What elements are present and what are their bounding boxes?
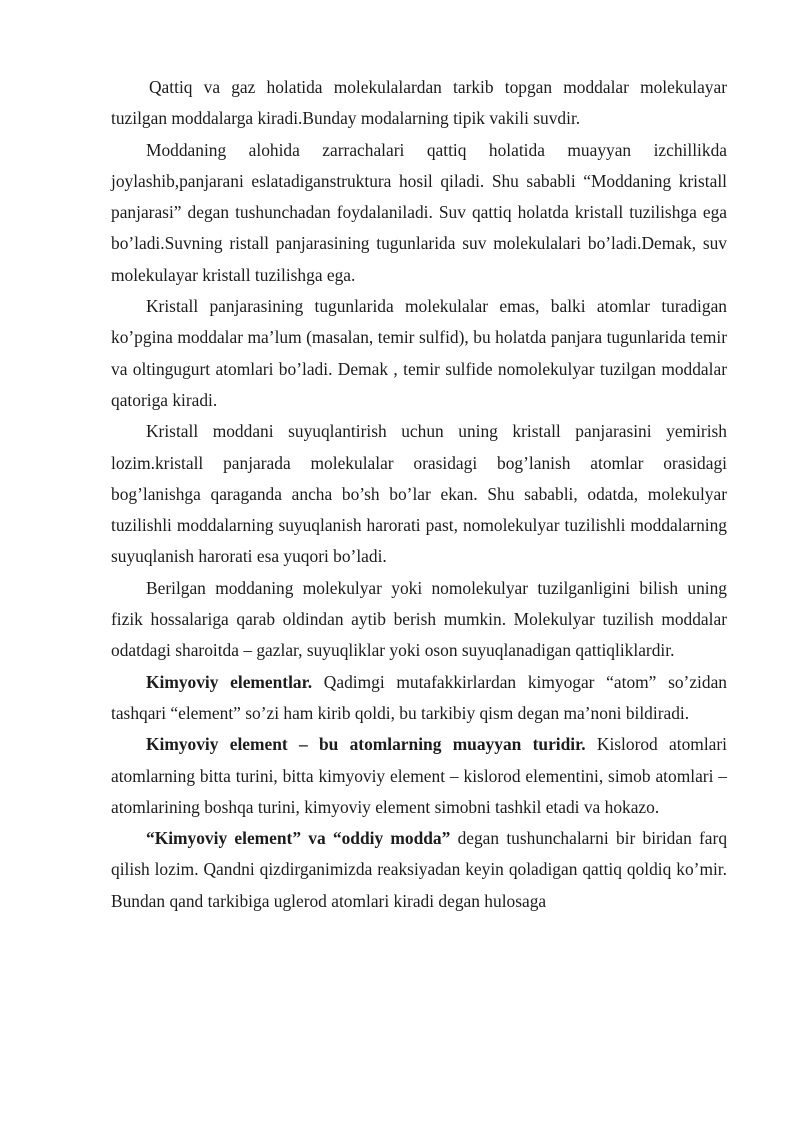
paragraph-text: Berilgan moddaning molekulyar yoki nomolekulyar tuzilganligini bilish uning fizik hossalariga qarab oldindan aytib berish mumkin. Molekulyar tuzilish moddalar odatdagi sharoitda – gazlar, suyuqliklar yoki oson suyuqlanadigan qattiqliklardir. (111, 577, 727, 661)
paragraph-text: degan tushunchalarni bir biridan farq qilish lozim. Qandni qizdirganimizda reaksiyadan keyin qoladigan qattiq qoldiq ko’mir. Bundan qand tarkibiga uglerod atomlari kiradi degan hulosaga (111, 828, 728, 911)
paragraph-lead: Kimyoviy element – bu atomlarning muayyan turidir. (146, 734, 586, 755)
paragraph-text: Kristall moddani suyuqlantirish uchun uning kristall panjarasini yemirish lozim.kristall panjarada molekulalar orasidagi bog’lanish atomlar orasidagi bog’lanishga qaraganda ancha bo’sh bo’lar ekan. Shu sababli, odatda, molekulyar tuzilishli moddalarning suyuqlanish harorati past, nomolekulyar tuzilishli moddalarning suyuqlanish harorati esa yuqori bo’ladi. (111, 421, 727, 567)
paragraph-crystal-lattice (111, 135, 727, 291)
paragraph-atomic-lattice (111, 291, 727, 416)
paragraph-text: Moddaning alohida zarrachalari qattiq holatida muayyan izchillikda joylashib,panjarani eslatadiganstruktura hosil qiladi. Shu sababli “Moddaning kristall panjarasi” degan tushunchadan foydalaniladi. Suv qattiq holatda kristall tuzilishga ega bo’ladi.Suvning ristall panjarasining tugunlarida suv molekulalari bo’ladi.Demak, suv molekulayar kristall tuzilishga ega. (111, 139, 727, 285)
paragraph-melting (111, 416, 727, 572)
paragraph-molecular-substances (111, 72, 727, 135)
paragraph-lead: “Kimyoviy element” va “oddiy modda” (146, 828, 451, 849)
paragraph-text: Kristall panjarasining tugunlarida molekulalar emas, balki atomlar turadigan ko’pgina moddalar ma’lum (masalan, temir sulfid), bu holatda panjara tugunlarida temir va oltingugurt atomlari bo’ladi. Demak , temir sulfide nomolekulyar tuzilgan moddalar qatoriga kiradi. (111, 296, 727, 410)
paragraph-chemical-elements (111, 667, 727, 730)
paragraph-text: Qadimgi mutafakkirlardan kimyogar “atom” so’zidan tashqari “element” so’zi ham kirib qoldi, bu tarkibiy qism degan ma’noni bildiradi. (111, 671, 727, 723)
paragraph-element-definition (111, 729, 727, 823)
paragraph-text: Qattiq va gaz holatida molekulalardan tarkib topgan moddalar molekulayar tuzilgan moddalarga kiradi.Bunday modalarning tipik vakili suvdir. (111, 77, 727, 129)
paragraph-element-vs-substance (111, 823, 727, 917)
paragraph-text: Kislorod atomlari atomlarning bitta turini, bitta kimyoviy element – kislorod elementini, simob atomlari – atomlarining boshqa turini, kimyoviy element simobni tashkil etadi va hokazo. (111, 734, 727, 817)
paragraph-lead: Kimyoviy elementlar. (146, 671, 313, 692)
paragraph-physical-properties (111, 573, 727, 667)
